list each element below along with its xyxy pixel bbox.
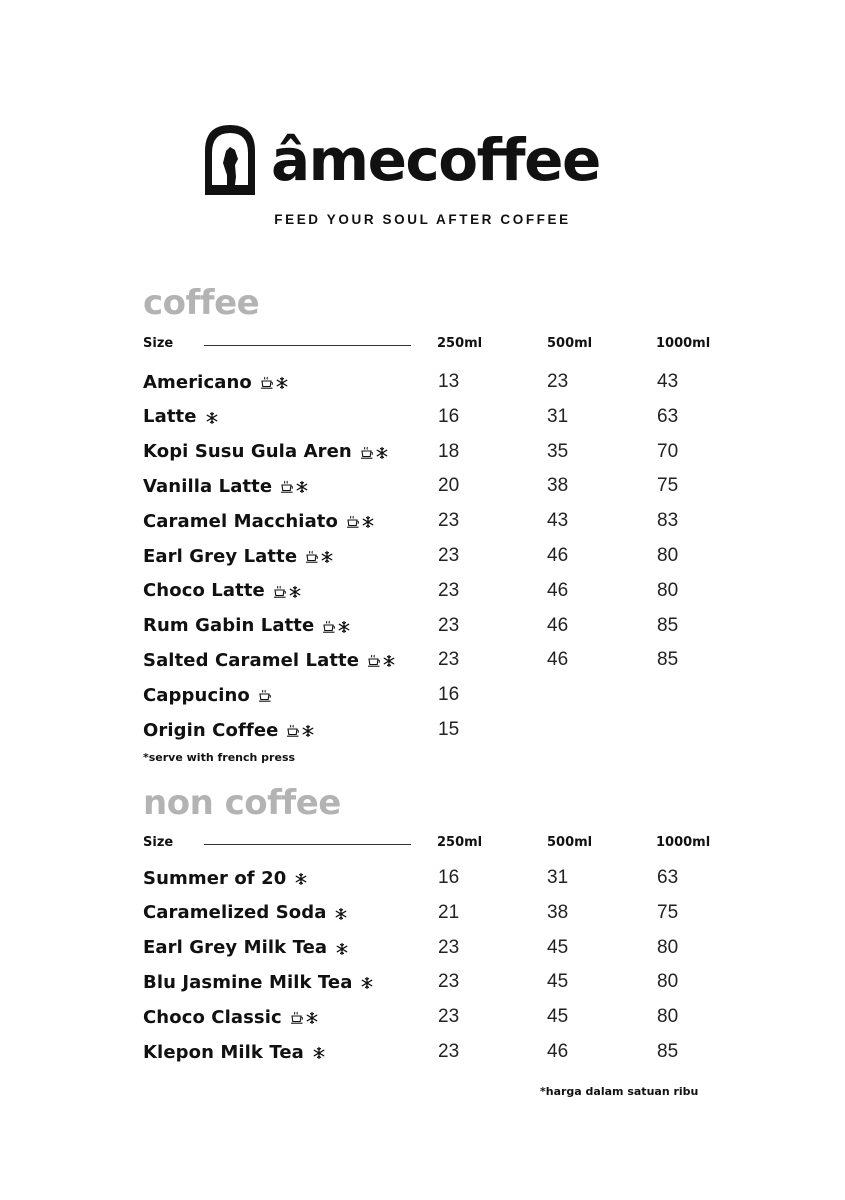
serving-icons bbox=[334, 906, 348, 920]
ice-icon bbox=[335, 941, 349, 955]
price-1000ml: 75 bbox=[657, 901, 679, 923]
hot-cup-icon bbox=[305, 549, 319, 563]
ice-icon bbox=[382, 653, 396, 667]
menu-item-row bbox=[0, 900, 845, 930]
price-250ml: 16 bbox=[438, 405, 460, 427]
size-label: Size bbox=[143, 336, 174, 351]
price-1000ml: 85 bbox=[657, 1041, 679, 1062]
menu-item bbox=[143, 404, 219, 430]
menu-item-row bbox=[0, 1004, 845, 1034]
menu-item-name: Blu Jasmine Milk Tea bbox=[143, 971, 353, 993]
serving-icons bbox=[360, 975, 374, 989]
price-500ml: 45 bbox=[547, 936, 569, 958]
menu-item-row bbox=[0, 865, 845, 895]
menu-item-name: Summer of 20 bbox=[143, 867, 287, 889]
menu-item-row bbox=[0, 473, 845, 503]
menu-item-name: Choco Latte bbox=[143, 580, 265, 602]
price-250ml: 23 bbox=[438, 510, 460, 532]
ice-icon bbox=[312, 1045, 326, 1059]
col-head-250ml: 250ml bbox=[437, 336, 483, 351]
menu-item-row bbox=[0, 682, 845, 712]
menu-item bbox=[143, 543, 334, 569]
price-500ml: 46 bbox=[547, 1041, 569, 1062]
menu-item bbox=[143, 865, 308, 891]
menu-item-name: Choco Classic bbox=[143, 1006, 282, 1028]
price-250ml: 23 bbox=[438, 971, 460, 993]
brand-name: âmecoffee bbox=[271, 126, 600, 194]
serving-icons bbox=[346, 514, 375, 528]
serving-icons bbox=[312, 1045, 326, 1059]
divider-line bbox=[204, 844, 411, 845]
price-500ml: 45 bbox=[547, 1006, 569, 1028]
price-250ml: 16 bbox=[438, 684, 460, 706]
menu-item bbox=[143, 439, 389, 465]
price-500ml: 31 bbox=[547, 867, 569, 888]
serving-icons bbox=[273, 584, 302, 598]
menu-item-row bbox=[0, 969, 845, 999]
col-head-500ml: 500ml bbox=[547, 336, 593, 351]
col-head-1000ml: 1000ml bbox=[656, 336, 711, 351]
serving-icons bbox=[294, 871, 308, 885]
menu-item bbox=[143, 473, 309, 499]
menu-item bbox=[143, 613, 351, 639]
price-250ml: 23 bbox=[438, 545, 460, 566]
serving-icons bbox=[258, 688, 272, 702]
menu-item-name: Caramel Macchiato bbox=[143, 510, 338, 532]
hot-cup-icon bbox=[273, 584, 287, 598]
menu-item-name: Cappucino bbox=[143, 684, 250, 706]
menu-item bbox=[143, 1039, 326, 1065]
serving-icons bbox=[260, 375, 289, 389]
menu-item bbox=[143, 935, 349, 961]
serving-icons bbox=[322, 619, 351, 633]
menu-item-row bbox=[0, 369, 845, 399]
hot-cup-icon bbox=[286, 723, 300, 737]
price-500ml: 46 bbox=[547, 579, 569, 601]
menu-item-name: Origin Coffee bbox=[143, 719, 279, 741]
section-title-coffee: coffee bbox=[143, 283, 260, 323]
hot-cup-icon bbox=[360, 445, 374, 459]
menu-item-name: Earl Grey Latte bbox=[143, 545, 298, 567]
menu-item-name: Caramelized Soda bbox=[143, 902, 327, 924]
tagline: FEED YOUR SOUL AFTER COFFEE bbox=[274, 212, 571, 227]
menu-item-name: Salted Caramel Latte bbox=[143, 649, 360, 671]
menu-item bbox=[143, 1004, 319, 1030]
ice-icon bbox=[305, 1010, 319, 1024]
menu-item bbox=[143, 369, 289, 395]
menu-item-name: Vanilla Latte bbox=[143, 475, 273, 497]
price-1000ml: 83 bbox=[657, 510, 679, 532]
menu-item-name: Earl Grey Milk Tea bbox=[143, 937, 328, 959]
ice-icon bbox=[375, 445, 389, 459]
ice-icon bbox=[205, 410, 219, 424]
price-1000ml: 43 bbox=[657, 371, 679, 392]
ice-icon bbox=[337, 619, 351, 633]
price-250ml: 23 bbox=[438, 936, 460, 958]
price-500ml: 35 bbox=[547, 440, 569, 462]
price-1000ml: 85 bbox=[657, 649, 679, 671]
hot-cup-icon bbox=[322, 619, 336, 633]
col-head-1000ml: 1000ml bbox=[656, 835, 711, 850]
price-250ml: 23 bbox=[438, 579, 460, 601]
menu-item-name: Americano bbox=[143, 371, 252, 393]
size-header-non-coffee bbox=[0, 835, 845, 855]
serving-icons bbox=[205, 410, 219, 424]
price-500ml: 23 bbox=[547, 371, 569, 392]
arch-figure-icon bbox=[205, 125, 255, 195]
price-1000ml: 63 bbox=[657, 405, 679, 427]
menu-item-row bbox=[0, 508, 845, 538]
price-1000ml: 80 bbox=[657, 971, 679, 993]
menu-item bbox=[143, 682, 272, 708]
menu-item-row bbox=[0, 613, 845, 643]
menu-item bbox=[143, 969, 374, 995]
menu-item-row bbox=[0, 578, 845, 608]
serving-icons bbox=[290, 1010, 319, 1024]
menu-item bbox=[143, 508, 375, 534]
ice-icon bbox=[360, 975, 374, 989]
price-500ml: 46 bbox=[547, 614, 569, 636]
menu-item bbox=[143, 900, 348, 926]
menu-item bbox=[143, 717, 315, 743]
menu-item-row bbox=[0, 1039, 845, 1069]
ice-icon bbox=[320, 549, 334, 563]
price-250ml: 13 bbox=[438, 371, 460, 392]
price-1000ml: 75 bbox=[657, 475, 679, 497]
price-250ml: 15 bbox=[438, 719, 460, 740]
ice-icon bbox=[361, 514, 375, 528]
ice-icon bbox=[334, 906, 348, 920]
menu-item-row bbox=[0, 647, 845, 677]
price-1000ml: 70 bbox=[657, 440, 679, 462]
serving-icons bbox=[280, 479, 309, 493]
serving-icons bbox=[360, 445, 389, 459]
serving-icons bbox=[367, 653, 396, 667]
menu-item-name: Klepon Milk Tea bbox=[143, 1041, 304, 1063]
price-250ml: 23 bbox=[438, 1006, 460, 1028]
ice-icon bbox=[275, 375, 289, 389]
price-500ml: 46 bbox=[547, 545, 569, 566]
price-unit-note: *harga dalam satuan ribu bbox=[540, 1085, 699, 1098]
french-press-note: *serve with french press bbox=[143, 751, 296, 764]
menu-item-name: Kopi Susu Gula Aren bbox=[143, 441, 352, 463]
price-1000ml: 63 bbox=[657, 867, 679, 888]
menu-item-row bbox=[0, 543, 845, 573]
ice-icon bbox=[295, 479, 309, 493]
serving-icons bbox=[305, 549, 334, 563]
hot-cup-icon bbox=[346, 514, 360, 528]
menu-item-name: Rum Gabin Latte bbox=[143, 615, 315, 637]
col-head-250ml: 250ml bbox=[437, 835, 483, 850]
hot-cup-icon bbox=[280, 479, 294, 493]
price-500ml: 38 bbox=[547, 901, 569, 923]
brand-logo bbox=[205, 124, 600, 196]
hot-cup-icon bbox=[367, 653, 381, 667]
hot-cup-icon bbox=[260, 375, 274, 389]
size-header-coffee bbox=[0, 336, 845, 356]
price-500ml: 43 bbox=[547, 510, 569, 532]
serving-icons bbox=[335, 941, 349, 955]
price-250ml: 20 bbox=[438, 475, 460, 497]
menu-item-row bbox=[0, 717, 845, 747]
col-head-500ml: 500ml bbox=[547, 835, 593, 850]
divider-line bbox=[204, 345, 411, 346]
price-500ml: 46 bbox=[547, 649, 569, 671]
price-1000ml: 80 bbox=[657, 545, 679, 566]
hot-cup-icon bbox=[290, 1010, 304, 1024]
price-250ml: 18 bbox=[438, 440, 460, 462]
price-1000ml: 80 bbox=[657, 936, 679, 958]
menu-item bbox=[143, 578, 302, 604]
price-250ml: 21 bbox=[438, 901, 460, 923]
price-1000ml: 80 bbox=[657, 1006, 679, 1028]
menu-item-row bbox=[0, 404, 845, 434]
menu-item-name: Latte bbox=[143, 406, 197, 428]
ice-icon bbox=[301, 723, 315, 737]
ice-icon bbox=[294, 871, 308, 885]
price-1000ml: 85 bbox=[657, 614, 679, 636]
serving-icons bbox=[286, 723, 315, 737]
price-500ml: 45 bbox=[547, 971, 569, 993]
price-500ml: 38 bbox=[547, 475, 569, 497]
price-250ml: 23 bbox=[438, 649, 460, 671]
size-label: Size bbox=[143, 835, 174, 850]
menu-item-row bbox=[0, 935, 845, 965]
ice-icon bbox=[288, 584, 302, 598]
price-250ml: 23 bbox=[438, 1041, 460, 1062]
menu-item-row bbox=[0, 439, 845, 469]
hot-cup-icon bbox=[258, 688, 272, 702]
menu-item bbox=[143, 647, 396, 673]
price-250ml: 16 bbox=[438, 867, 460, 888]
price-500ml: 31 bbox=[547, 405, 569, 427]
price-250ml: 23 bbox=[438, 614, 460, 636]
price-1000ml: 80 bbox=[657, 579, 679, 601]
section-title-non-coffee: non coffee bbox=[143, 783, 341, 823]
